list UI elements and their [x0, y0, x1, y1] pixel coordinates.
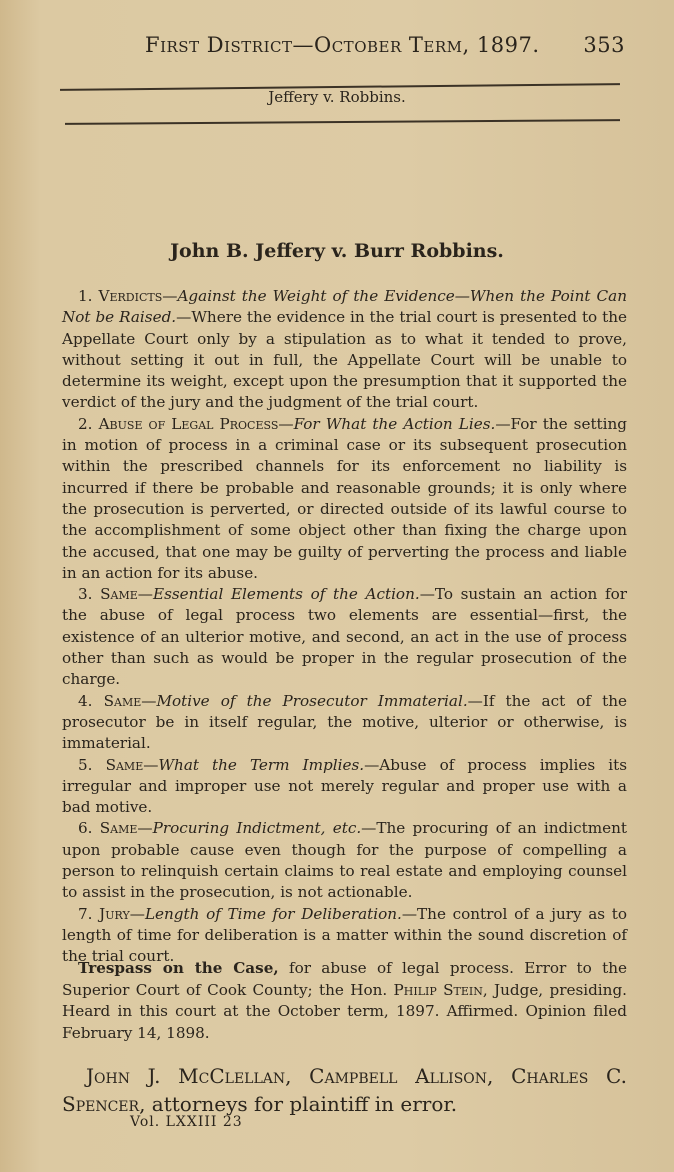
- syllabus-item-3: [62, 584, 627, 690]
- syllabus-text: —The procuring of an indictment upon probable cause even though for the purpose of compelling a person to relinquish certain claims to real estate and employing counsel to assist in the prosecution, is not actionable.: [62, 819, 628, 902]
- syllabus-head: Verdicts—: [98, 287, 178, 305]
- counsel: [62, 1062, 627, 1118]
- syllabus-number: 6.: [78, 819, 93, 838]
- page-number: 353: [583, 33, 625, 57]
- syllabus-topic: Procuring Indictment, etc.: [152, 819, 362, 838]
- syllabus-text: —Where the evidence in the trial court is presented to the Appellate Court only by a stipulation as to what it tended to prove, without setting it out in full, the Appellate Court will be unable to determine its weight, except upon the presumption that it supported the verdict of the jury and the judgment of the trial court.: [62, 308, 627, 412]
- syllabus-head: Same—: [99, 819, 153, 838]
- syllabus-item-2: [62, 414, 627, 584]
- syllabus-head: Same—: [105, 755, 159, 774]
- syllabus-item-6: [62, 818, 627, 903]
- syllabus-number: 2.: [78, 414, 93, 433]
- syllabus-number: 7.: [78, 904, 93, 923]
- syllabus-text: —If the act of the prosecutor be in itself regular, the motive, ulterior or otherwise, is immaterial.: [62, 691, 627, 753]
- counsel-role: attorneys for plaintiff in error.: [145, 1092, 458, 1116]
- short-title: Jeffery v. Robbins.: [268, 88, 406, 106]
- syllabus-number: 5.: [78, 755, 93, 774]
- case-summary: [62, 958, 627, 1044]
- syllabus-number: 4.: [78, 691, 93, 710]
- syllabus-text: —For the setting in motion of process in a criminal case or its subsequent prosecution within the prescribed channels for its enforcement no liability is incurred if there be probable and reasonable grounds; it is only where the prosecution is perverted, or directed outside of its lawful course to the accomplishment of some object other than fixing the charge upon the accused, that one may be guilty of perverting the process and liable in an action for its abuse.: [62, 414, 628, 582]
- syllabus-item-4: [62, 691, 627, 755]
- summary-lead: Trespass on the Case,: [78, 959, 279, 977]
- running-title: First District—October Term, 1897.: [145, 33, 540, 57]
- running-head: [145, 33, 625, 57]
- syllabus-item-5: [62, 755, 627, 819]
- judge-name: Philip Stein: [393, 980, 483, 999]
- syllabus-head: Abuse of Legal Process—: [98, 414, 294, 433]
- syllabus-text: —Abuse of process implies its irregular and improper use not merely regular and proper use with a bad motive.: [62, 755, 628, 817]
- syllabus-text: —The control of a jury as to length of time for deliberation is a matter within the sound discretion of the trial court.: [62, 904, 627, 966]
- syllabus-topic: Essential Elements of the Action.: [152, 585, 420, 604]
- syllabus-topic: What the Term Implies.: [158, 755, 365, 774]
- counsel-paragraph: [62, 1062, 627, 1118]
- syllabus-topic: Against the Weight of the Evidence—When the Point Can Not be Raised.: [62, 287, 627, 327]
- syllabus-topic: For What the Action Lies.: [293, 414, 496, 433]
- syllabus-head: Jury—: [99, 904, 145, 923]
- syllabus-topic: Motive of the Prosecutor Immaterial.: [156, 691, 468, 710]
- syllabus: [62, 286, 627, 968]
- summary-text-after: , Judge, presiding. Heard in this court at the October term, 1897. Affirmed. Opinion filed February 14, 1898.: [62, 980, 628, 1042]
- syllabus-number: 1.: [78, 287, 93, 305]
- syllabus-item-1: [62, 286, 627, 414]
- summary-text-before: for abuse of legal process. Error to the Superior Court of Cook County; the Hon.: [62, 959, 627, 999]
- summary-paragraph: [62, 958, 627, 1044]
- header-rule-bottom: [65, 119, 620, 125]
- syllabus-head: Same—: [100, 585, 153, 604]
- syllabus-head: Same—: [103, 691, 157, 710]
- syllabus-topic: Length of Time for Deliberation.: [144, 904, 402, 923]
- syllabus-text: —To sustain an action for the abuse of legal process two elements are essential—first, the existence of an ulterior motive, and second, an act in the use of process other than such as would be proper in the regular prosecution of the charge.: [62, 585, 627, 689]
- volume-signature: Vol. LXXIII 23: [130, 1114, 243, 1130]
- counsel-names: John J. McClellan, Campbell Allison, Charles C. Spencer,: [62, 1064, 627, 1116]
- case-title: John B. Jeffery v. Burr Robbins.: [170, 240, 504, 262]
- syllabus-number: 3.: [78, 585, 93, 604]
